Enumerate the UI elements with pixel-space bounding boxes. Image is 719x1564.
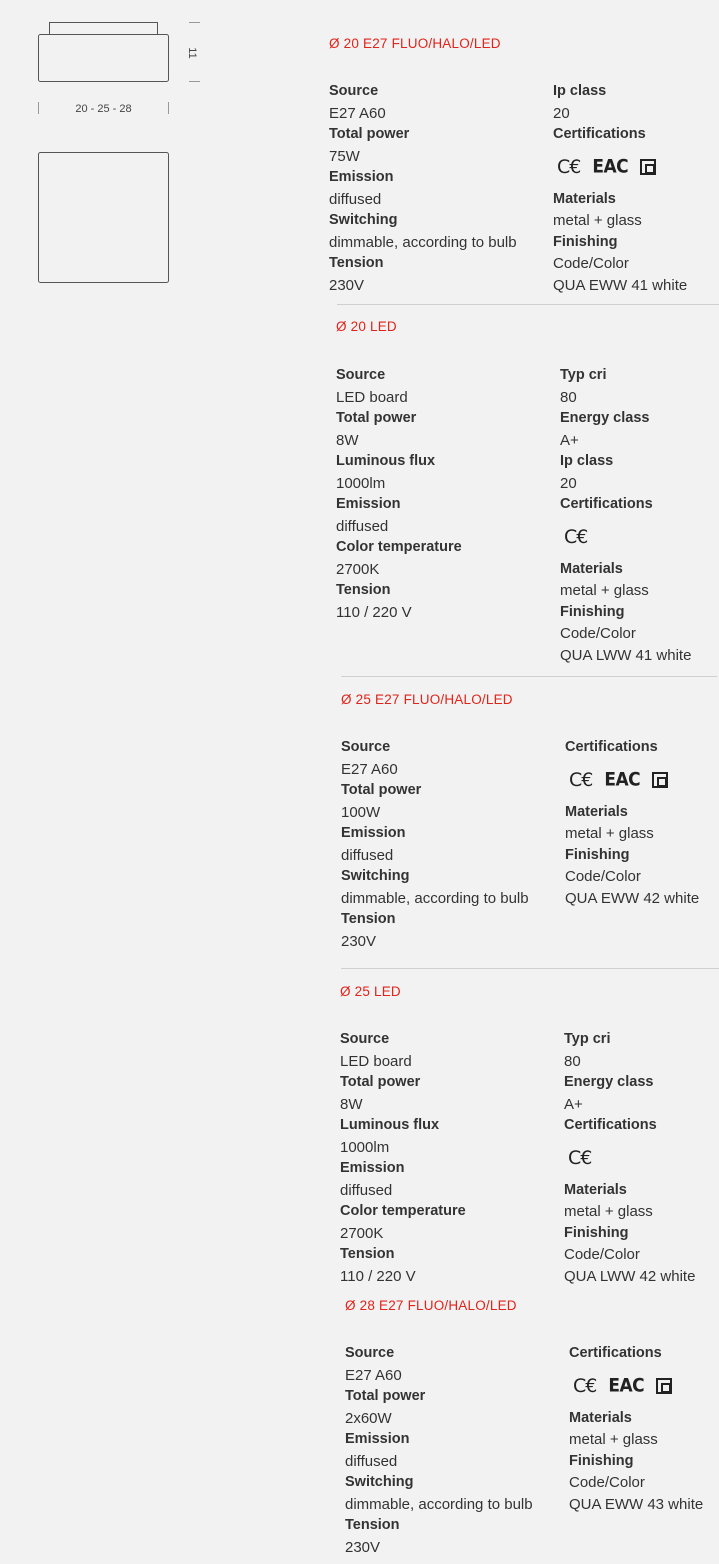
certifications-label: Certifications — [569, 1345, 662, 1361]
spec-value: Code/Color — [553, 255, 629, 272]
spec-label: Total power — [336, 410, 417, 426]
ce-mark-icon: C€ — [557, 156, 581, 178]
spec-value: Code/Color — [565, 868, 641, 885]
spec-label: Tension — [345, 1517, 400, 1533]
spec-value: 2700K — [340, 1224, 384, 1242]
certifications-label: Certifications — [553, 126, 646, 142]
certification-marks — [569, 1365, 719, 1408]
spec-label: Energy class — [564, 1074, 654, 1090]
spec-column-right — [564, 1029, 719, 1287]
diameter-dimension-label: 20 - 25 - 28 — [75, 103, 132, 115]
ce-mark-icon: C€ — [569, 769, 593, 791]
spec-label: Tension — [336, 582, 391, 598]
spec-value: 20 — [553, 104, 570, 122]
spec-value: E27 A60 — [329, 104, 386, 122]
spec-value: QUA LWW 42 white — [564, 1267, 696, 1285]
spec-label: Total power — [340, 1074, 421, 1090]
section-divider — [341, 676, 717, 677]
spec-label: Finishing — [564, 1224, 629, 1241]
spec-label: Materials — [560, 560, 623, 577]
lamp-dimension-drawing — [0, 0, 220, 300]
lamp-top-view-outline — [39, 153, 169, 283]
spec-label: Total power — [329, 126, 410, 142]
spec-label: Ip class — [553, 83, 607, 99]
certification-marks — [564, 1137, 719, 1180]
spec-label: Ip class — [560, 453, 614, 469]
height-dimension-label: 11 — [186, 47, 198, 59]
spec-value: 110 / 220 V — [336, 603, 412, 621]
spec-value: QUA EWW 42 white — [565, 889, 700, 907]
ce-mark-icon: C€ — [568, 1147, 592, 1169]
spec-label: Tension — [329, 255, 384, 271]
spec-label: Emission — [336, 496, 401, 512]
section-title: Ø 20 LED — [336, 319, 397, 334]
spec-label: Switching — [329, 212, 398, 228]
spec-column-left — [345, 1343, 560, 1558]
spec-label: Emission — [329, 169, 394, 185]
spec-label: Emission — [345, 1431, 410, 1447]
ce-mark-icon: C€ — [564, 526, 588, 548]
spec-label: Finishing — [565, 846, 630, 863]
spec-value: 110 / 220 V — [340, 1267, 416, 1285]
spec-value: metal + glass — [564, 1203, 653, 1220]
spec-label: Source — [341, 739, 391, 755]
spec-label: Luminous flux — [340, 1117, 440, 1133]
certification-marks — [560, 516, 719, 559]
spec-value: Code/Color — [560, 625, 636, 642]
spec-label: Color temperature — [340, 1203, 466, 1219]
spec-value: 75W — [329, 147, 360, 165]
spec-column-right — [560, 365, 719, 666]
spec-label: Source — [345, 1345, 395, 1361]
section-title: Ø 20 E27 FLUO/HALO/LED — [329, 36, 501, 51]
spec-label: Materials — [553, 190, 616, 207]
spec-value: diffused — [340, 1181, 393, 1199]
spec-column-right — [565, 737, 719, 909]
spec-value: A+ — [560, 431, 579, 449]
certification-marks — [553, 146, 719, 189]
spec-value: diffused — [345, 1452, 398, 1470]
spec-value: E27 A60 — [345, 1366, 402, 1384]
double-insulation-icon — [652, 772, 668, 788]
spec-value: QUA LWW 41 white — [560, 646, 692, 664]
spec-value: diffused — [336, 517, 389, 535]
spec-column-left — [336, 365, 551, 623]
spec-value: 230V — [345, 1538, 381, 1556]
spec-value: Code/Color — [569, 1474, 645, 1491]
spec-value: diffused — [341, 846, 394, 864]
spec-value: 2x60W — [345, 1409, 392, 1427]
lamp-shade-side-outline — [39, 35, 169, 82]
section-divider — [341, 968, 719, 969]
spec-label: Typ cri — [564, 1031, 611, 1047]
spec-label: Tension — [340, 1246, 395, 1262]
lamp-mount-outline — [50, 23, 158, 35]
spec-value: 230V — [329, 276, 365, 294]
spec-value: 80 — [564, 1052, 581, 1070]
spec-value: LED board — [336, 388, 408, 406]
spec-column-left — [341, 737, 556, 952]
spec-value: LED board — [340, 1052, 412, 1070]
spec-column-right — [569, 1343, 719, 1515]
spec-column-left — [329, 81, 544, 296]
section-title: Ø 25 LED — [340, 984, 401, 999]
spec-value: 100W — [341, 803, 381, 821]
spec-value: QUA EWW 41 white — [553, 276, 688, 294]
certification-marks — [565, 759, 719, 802]
spec-label: Luminous flux — [336, 453, 436, 469]
spec-value: 230V — [341, 932, 377, 950]
spec-value: 8W — [340, 1095, 363, 1113]
section-title: Ø 25 E27 FLUO/HALO/LED — [341, 692, 513, 707]
spec-value: dimmable, according to bulb — [345, 1495, 533, 1513]
spec-value: metal + glass — [569, 1431, 658, 1448]
product-drawing — [0, 0, 220, 300]
spec-value: metal + glass — [560, 582, 649, 599]
eac-mark-icon: EAC — [608, 1375, 645, 1397]
spec-value: 20 — [560, 474, 577, 492]
spec-column-left — [340, 1029, 555, 1287]
spec-value: diffused — [329, 190, 382, 208]
spec-value: 2700K — [336, 560, 380, 578]
spec-label: Color temperature — [336, 539, 462, 555]
spec-label: Materials — [564, 1181, 627, 1198]
eac-mark-icon: EAC — [604, 769, 641, 791]
spec-label: Finishing — [569, 1452, 634, 1469]
section-title: Ø 28 E27 FLUO/HALO/LED — [345, 1298, 517, 1313]
certifications-label: Certifications — [560, 496, 653, 512]
spec-label: Finishing — [553, 233, 618, 250]
spec-value: QUA EWW 43 white — [569, 1495, 704, 1513]
spec-label: Energy class — [560, 410, 650, 426]
spec-value: dimmable, according to bulb — [341, 889, 529, 907]
spec-label: Tension — [341, 911, 396, 927]
double-insulation-icon — [656, 1378, 672, 1394]
spec-value: 1000lm — [340, 1138, 390, 1156]
spec-label: Finishing — [560, 603, 625, 620]
spec-label: Typ cri — [560, 367, 607, 383]
spec-label: Materials — [565, 803, 628, 820]
spec-label: Source — [340, 1031, 390, 1047]
spec-value: metal + glass — [553, 212, 642, 229]
certifications-label: Certifications — [564, 1117, 657, 1133]
spec-label: Source — [336, 367, 386, 383]
spec-label: Total power — [345, 1388, 426, 1404]
spec-value: 1000lm — [336, 474, 386, 492]
spec-label: Source — [329, 83, 379, 99]
certifications-label: Certifications — [565, 739, 658, 755]
double-insulation-icon — [640, 159, 656, 175]
spec-label: Emission — [340, 1160, 405, 1176]
spec-value: metal + glass — [565, 825, 654, 842]
spec-value: 8W — [336, 431, 359, 449]
spec-value: A+ — [564, 1095, 583, 1113]
spec-value: dimmable, according to bulb — [329, 233, 517, 251]
spec-value: E27 A60 — [341, 760, 398, 778]
spec-label: Total power — [341, 782, 422, 798]
spec-value: Code/Color — [564, 1246, 640, 1263]
spec-value: 80 — [560, 388, 577, 406]
spec-label: Materials — [569, 1409, 632, 1426]
section-divider — [337, 304, 719, 305]
spec-column-right — [553, 81, 719, 296]
spec-label: Switching — [341, 868, 410, 884]
spec-label: Switching — [345, 1474, 414, 1490]
eac-mark-icon: EAC — [592, 156, 629, 178]
ce-mark-icon: C€ — [573, 1375, 597, 1397]
spec-label: Emission — [341, 825, 406, 841]
